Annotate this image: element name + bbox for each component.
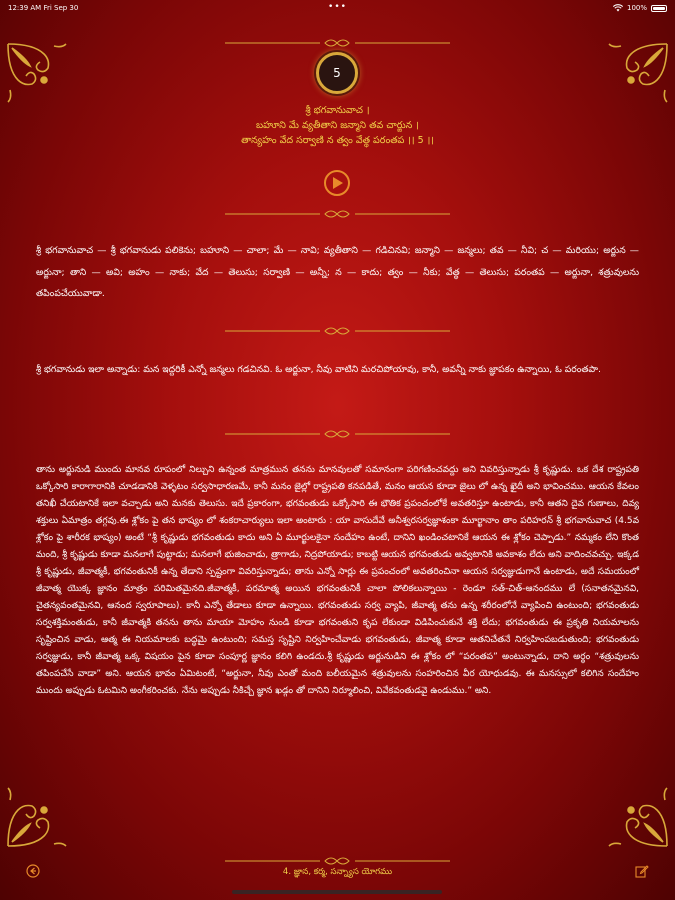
play-icon <box>333 177 343 189</box>
commentary: తాను అర్జునుడి ముందు మానవ రూపంలో నిల్చుని ఉన్నంత మాత్రమున తనను మానవులతో సమానంగా పరిగణించవద్దు అని వివరిస్తున్నాడు శ్రీ కృష్ణుడు. ఒక దేశ రాష్ట్రపతి ఒక్కోసారి కారాగారానికి చూడడానికి వెళ్ళటం సర్వసాధారణమే, కానీ మనం జైల్లో రాష్ట్రపతి కనపడితే, మనం ఆయన కూడా జైలు లో ఉన్న ఖైదీ అని భావించము. ఆయన కేవలం తనిఖీ చేయటానికే ఇలా వచ్చాడు అని మనకు తెలుసు. ఇదే ప్రకారంగా, భగవంతుడు ఒక్కోసారి ఈ భౌతిక ప్రపంచంలోకే అవతరిస్తూ ఉంటాడు, కానీ ఆతని దైవ గుణాలు, దివ్య శక్తులు ఏమాత్రం తగ్గవు.ఈ శ్లోకం పై తన భాష్యం లో శంకరాచార్యులు ఇలా అంటారు : యా వాసుదేవే అనీశ్వరసర్వజ్ఞాశంకా మూర్ఖానాం తాం పరిహరన్ శ్రీ భగవానువాచ (4.5వ శ్లోకం పై శారీరక భాష్యం) అంటే “శ్రీ కృష్ణుడు భగవంతుడు కాదు అని ఏ మూర్ఖులకైనా సందేహం ఉంటే, దానిని ఖండించటానికే ఆయన ఈ శ్లోకం చెప్పాడు.” నమ్మకం లేని కొంత మంది, శ్రీ కృష్ణుడు కూడా మనలాగే పుట్టాడు; మనలాగే భుజించాడు, త్రాగాడు, నిద్రపోయాడు; కాబట్టి ఆయన భగవంతుడు అవ్వటానికి అవకాశం లేదు అని వాదించవచ్చు. ఇక్కడ శ్రీ కృష్ణుడు, జీవాత్మకీ, భగవంతునికీ ఉన్న తేడాని స్పష్టంగా వివరిస్తున్నాడు; తాను ఎన్నో సార్లు ఈ ప్రపంచంలో అవతరించినా ఆయన సర్వజ్ఞుడుగానే ఉంటాడు, అదే సమయంలో జీవాత్మ యొక్క జ్ఞానం మాత్రం పరిమితమైనది.జీవాత్మకీ, పరమాత్మ అయిన భగవంతునికీ చాలా పోలికలున్నాయి - రెండూ సత్-చిత్-ఆనందము లే (సనాతనమైనవి, చైతన్యవంతమైనవి, ఆనంద స్వరూపాలు). కానీ ఎన్నో తేడాలు కూడా ఉన్నాయి. భగవంతుడు సర్వ వ్యాపి, జీవాత్మ తను ఉన్న శరీరంలోనే వ్యాపించి ఉంటుంది; భగవంతుడు సర్వశక్తిమంతుడు, కానీ జీవాత్మకి తనను తాను మాయా మోహం నుండి కూడా భగవంతుని కృప లేకుండా విడిపించుకునే శక్తి లేదు; భగవంతుడు ఈ ప్రకృతి నియమాలను సృష్టించిన వాడు, ఆత్మ ఈ నియమాలకు బద్ధమై ఉంటుంది; సమస్త సృష్టిని నిర్వహించేవాడు భగవంతుడు, జీవాత్మ కూడా ఆతనిచేతనే నిర్వహింపబడుతుంది; భగవంతుడు సర్వజ్ఞుడు, కానీ జీవాత్మ ఒక్క విషయం పైన కూడా సంపూర్ణ జ్ఞానం కలిగి ఉండదు.శ్రీ కృష్ణుడు అర్జునుడిని ఈ శ్లోకం లో “పరంతప” అంటున్నాడు, దాని అర్థం “శత్రువులను తపింపచేసే వాడా” అని. ఆయన భావం ఏమిటంటే, “అర్జునా, నీవు ఎంతో మంది బలీయమైన శత్రువులను సంహరించిన వీర యోధుడవు. ఈ మనస్సులో కలిగిన సందేహం ముందు అప్పుడు ఓటమిని అంగీకరించకు. నేను అప్పుడు నీకిచ్చే జ్ఞాన ఖడ్గం తో దానిని నిర్మూలించి, వివేకవంతుడవై ఉండుము.” అని. <box>36 465 639 696</box>
status-right <box>613 4 667 12</box>
corner-ornament-icon <box>601 40 671 110</box>
ornamental-divider-icon <box>225 205 450 217</box>
status-time: 12:39 AM Fri Sep 30 <box>8 4 79 12</box>
corner-ornament-icon <box>4 780 74 850</box>
home-indicator[interactable] <box>232 890 442 894</box>
multitasking-dots-icon[interactable]: ••• <box>328 2 347 12</box>
verse-number: 5 <box>333 66 341 80</box>
edit-note-icon[interactable] <box>635 864 649 878</box>
ornamental-divider-icon <box>225 322 450 334</box>
status-bar <box>0 0 675 16</box>
verse-speaker: శ్రీ భగవానువాచ । <box>305 105 370 116</box>
corner-ornament-icon <box>4 40 74 110</box>
word-meanings: శ్రీ భగవానువాచ — శ్రీ భగవానుడు పలికెను; బహూని — చాలా; మే — నావి; వ్యతీతాని — గడిచినవి; జన్మాని — జన్మలు; తవ — నీవి; చ — మరియు; అర్జున — అర్జునా; తాని — అవి; అహం — నాకు; వేద — తెలుసు; సర్వాణి — అన్నీ; న — కాదు; త్వం — నీకు; వేత్థ — తెలుసు; పరంతప — అర్జునా, శత్రువులను తపింపచేయువాడా. <box>36 245 639 299</box>
sanskrit-verse <box>120 103 555 148</box>
battery-percent: 100% <box>626 4 647 12</box>
battery-icon <box>651 5 667 12</box>
verse-line-2: తాన్యహం వేద సర్వాణి న త్వం వేత్థ పరంతప ।। 5 ।। <box>241 135 434 146</box>
ornamental-divider-icon <box>225 425 450 437</box>
verse-number-badge <box>316 52 358 94</box>
verse-line-1: బహూని మే వ్యతీతాని జన్మాని తవ చార్జున । <box>256 120 419 131</box>
play-audio-button[interactable] <box>324 170 350 196</box>
wifi-icon <box>613 4 623 12</box>
ornamental-divider-icon <box>225 34 450 46</box>
chapter-title[interactable]: 4. జ్ఞాన, కర్మ, సన్న్యాస యోగము <box>282 867 393 877</box>
corner-ornament-icon <box>601 780 671 850</box>
translation: శ్రీ భగవానుడు ఇలా అన్నాడు: మన ఇద్దరికీ ఎన్నో జన్మలు గడచినవి. ఓ అర్జునా, నీవు వాటిని మరచిపోయావు, కానీ, అవన్నీ నాకు జ్ఞాపకం ఉన్నాయి, ఓ పరంతపా. <box>36 364 601 375</box>
